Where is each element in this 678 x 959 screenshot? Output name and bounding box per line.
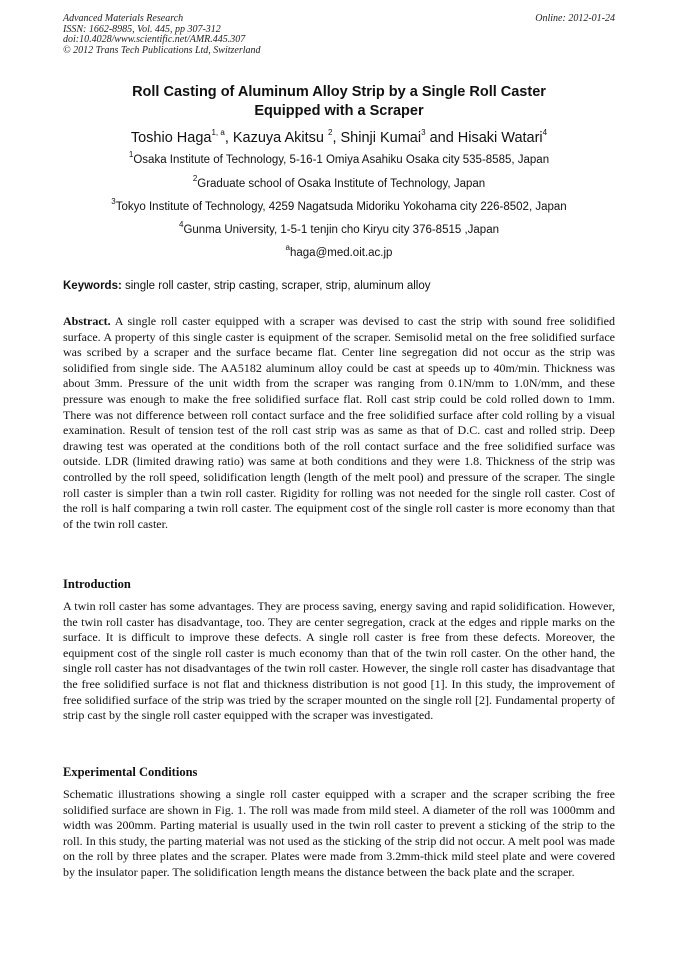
email-address: haga@med.oit.ac.jp [289,247,393,259]
affiliation-text: Osaka Institute of Technology, 5-16-1 Omiya Asahiku Osaka city 535-8585, Japan [133,154,550,166]
author-separator: and [425,130,458,146]
affiliation [63,174,615,191]
author-superscript: 1, a [211,128,225,138]
author-name: Hisaki Watari [457,130,543,146]
abstract-text: A single roll caster equipped with a scraper was devised to cast the strip with sound free solidified surface. A property of this single caster is equipment of the scraper. Semisolid metal on the free solidified surface was scribed by a scraper and the surface became flat. Center line segregation did not occur as the strip was solidified from single side. The AA5182 aluminum alloy could be cast at speeds up to 40m/min. Thickness was about 3mm. Pressure of the unit width from the scraper was ranging from 0.1N/mm to 1.0N/mm, and these pressure was enough to make the free solidified surface flat. Roll cast strip could be cold rolled down to 1mm. There was not difference between roll contact surface and the free solidified surface after cold rolling by a visual examination. Result of tension test of the roll cast strip was as same as that of D.C. cast and rolled strip. Deep drawing test was operated at the conditions both of the roll contact surface and the free solidified surface was outside. LDR (limited drawing ratio) was same at both conditions and they were 1.8. Thickness of the strip was controlled by the roll speed, solidification length (length of the melt pool) and pressure of the scraper. The single roll caster is simpler than a twin roll caster. Rigidity for rolling was not needed for the single roll caster. Cost of the roll is half comparing a twin roll caster. The equipment cost of the single roll caster is more economy than that of the twin roll caster. [63,314,615,531]
section-heading-experimental-conditions: Experimental Conditions [63,765,198,779]
doi-line: doi:10.4028/www.scientific.net/AMR.445.307 [63,34,246,45]
online-date: Online: 2012-01-24 [535,13,615,24]
author-list [63,129,615,147]
keywords-label: Keywords: [63,280,122,292]
affiliation-superscript: 2 [192,174,198,184]
affiliation-superscript: 1 [128,150,134,160]
journal-name: Advanced Materials Research [63,13,184,24]
abstract-label: Abstract. [63,314,111,328]
keywords-line [63,279,615,293]
abstract-paragraph [63,314,615,532]
author-name: Shinji Kumai [340,130,422,146]
affiliation [63,220,615,237]
affiliation-superscript: a [285,243,290,253]
affiliation-email [63,243,615,260]
keywords-text: single roll caster, strip casting, scraper, strip, aluminum alloy [121,280,431,292]
journal-header [63,14,615,56]
title-line-2: Equipped with a Scraper [254,102,424,119]
affiliation-text: Graduate school of Osaka Institute of Technology, Japan [197,178,486,190]
author-separator: , [332,130,341,146]
author-superscript: 2 [327,128,333,138]
affiliation-superscript: 4 [178,220,184,230]
affiliation-superscript: 3 [111,197,116,207]
author-name: Kazuya Akitsu [232,130,324,146]
issn-line: ISSN: 1662-8985, Vol. 445, pp 307-312 [63,23,221,35]
author-separator: , [224,130,233,146]
paper-title [63,83,615,120]
author-superscript: 3 [421,128,426,138]
author-superscript: 4 [542,128,548,138]
section-heading-introduction: Introduction [63,577,131,591]
title-line-1: Roll Casting of Aluminum Alloy Strip by a Single Roll Caster [132,84,546,100]
author-name: Toshio Haga [130,130,212,146]
introduction-paragraph: A twin roll caster has some advantages. They are process saving, energy saving and rapid solidification. However, the twin roll caster has disadvantage, too. They are center segregation, crack at the edges and ripple marks on the surface. It is difficult to improve these defects. A single roll caster is free from these defects. Moreover, the equipment cost of the single roll caster is much economy than that of the twin roll caster. On the other hand, the single roll caster has not disadvantages of the twin roll caster. However, the single roll caster has disadvantage that the free solidified surface is not flat and thickness distribution is not good [1]. In this study, the improvement of free solidified surface of the strip was tried by the scraper mounted on the single roll [2]. Fundamental property of strip cast by the single roll caster equipped with the scraper was investigated. [63,599,615,723]
experimental-conditions-paragraph: Schematic illustrations showing a single roll caster equipped with a scraper and the scraper scribing the free solidified surface are shown in Fig. 1. The roll was made from mild steel. A diameter of the roll was 1000mm and width was 200mm. Parting material is usually used in the twin roll caster to prevent a sticking of the strip to the roll. In this study, the parting material was not used as the sticking of the strip did not occur. A melt pool was made on the roll by three plates and the scraper. Plates were made from 3.2mm-thick mild steel plate and were covered by the insulator paper. The solidification length means the distance between the back plate and the scraper. [63,787,615,879]
affiliation-text: Tokyo Institute of Technology, 4259 Nagatsuda Midoriku Yokohama city 226-8502, Japan [115,201,567,213]
copyright-line: © 2012 Trans Tech Publications Ltd, Switzerland [63,44,261,56]
affiliation [63,197,615,214]
affiliation-text: Gunma University, 1-5-1 tenjin cho Kiryu city 376-8515 ,Japan [183,224,499,236]
affiliation [63,150,615,167]
